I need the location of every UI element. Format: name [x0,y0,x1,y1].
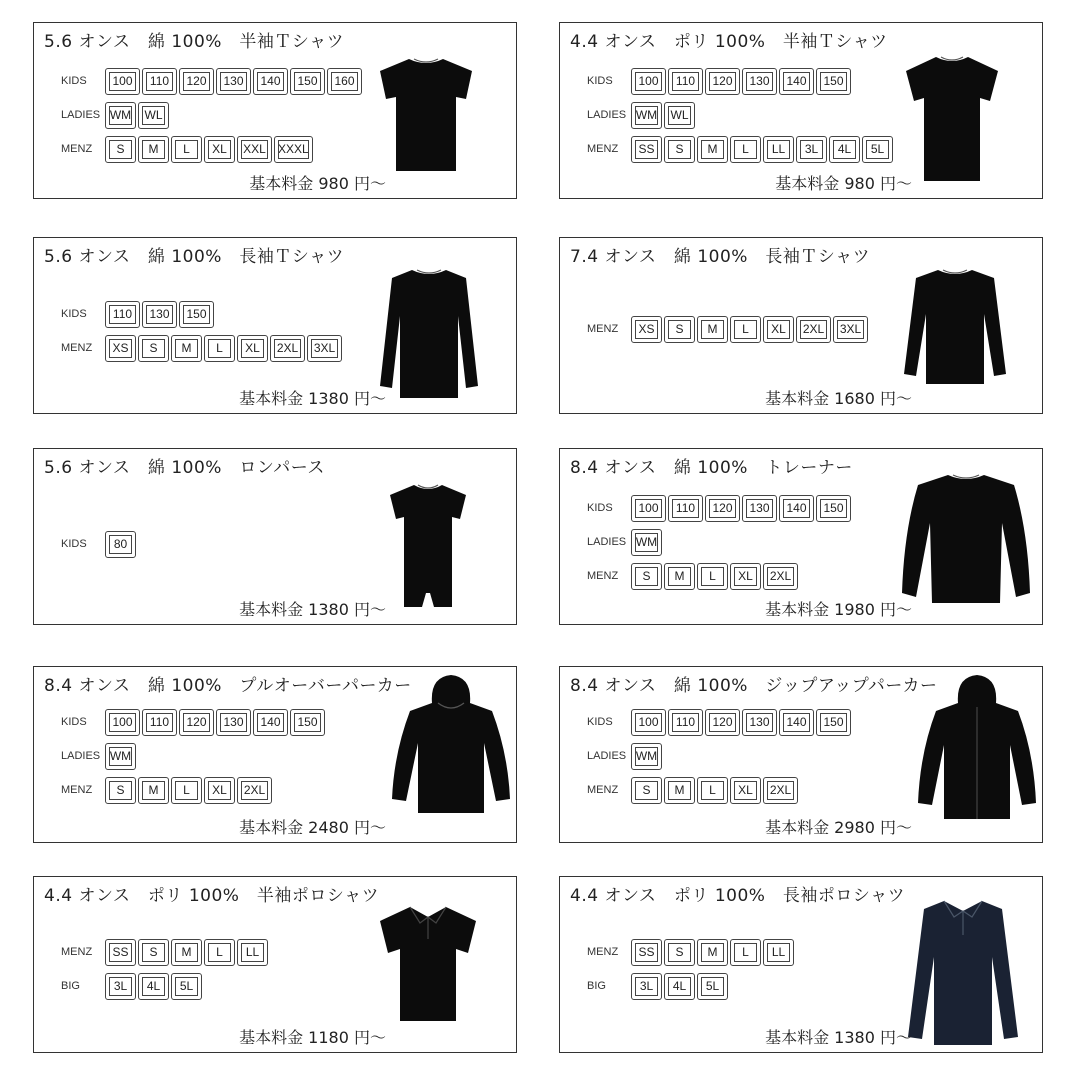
long-sleeve-tshirt-icon [374,266,484,400]
size-row-ladies [587,525,853,559]
base-price: 基本料金 980 円～ [249,174,386,193]
size-chip: S [105,777,136,804]
size-row-kids [61,64,364,98]
zip-hoodie-icon [912,673,1042,821]
size-category-label: LADIES [587,750,627,762]
size-chip: 130 [742,68,777,95]
size-category-label: MENZ [587,946,619,958]
size-chip: S [631,563,662,590]
size-chip: XL [730,563,761,590]
product-title: 8.4 オンス 綿 100% プルオーバーパーカー [44,676,412,696]
size-chip: XL [204,136,235,163]
size-chip: 100 [631,495,666,522]
size-chip: 130 [216,709,251,736]
size-row-menz [587,559,853,593]
size-row-kids [61,527,138,561]
romper-icon [386,481,470,609]
size-chip: 100 [631,68,666,95]
size-chip: SS [631,136,662,163]
size-category-label: MENZ [587,570,619,582]
size-row-big [61,969,270,1003]
size-category-label: MENZ [61,342,93,354]
short-sleeve-tshirt-icon [376,55,476,173]
size-row-kids [587,64,895,98]
size-chip: 4L [664,973,695,1000]
size-category-label: LADIES [61,750,101,762]
size-chip: L [697,777,728,804]
size-category-label: KIDS [587,75,613,87]
base-price: 基本料金 1380 円～ [239,389,386,408]
size-chip: 2XL [763,777,798,804]
product-title: 4.4 オンス ポリ 100% 長袖ポロシャツ [570,886,906,906]
size-chip: M [138,136,169,163]
size-category-label: BIG [587,980,606,992]
size-table [61,527,138,561]
size-chip: 100 [105,709,140,736]
size-row-menz [587,312,870,346]
product-card-sweatshirt [559,448,1043,625]
product-card-short-sleeve-polo [33,876,517,1053]
size-table [587,491,853,593]
size-chip: 5L [862,136,893,163]
size-row-ladies [587,739,853,773]
size-chip: 140 [253,68,288,95]
size-table [61,935,270,1003]
size-chip: S [631,777,662,804]
product-card-long-sleeve-polo [559,876,1043,1053]
size-chip: 130 [142,301,177,328]
sweatshirt-icon [896,471,1036,609]
size-chip: 160 [327,68,362,95]
size-chip: XL [237,335,268,362]
size-chip: M [697,136,728,163]
product-card-romper [33,448,517,625]
size-chip: WM [105,743,136,770]
size-chip: L [697,563,728,590]
size-row-menz [587,132,895,166]
size-chip: 110 [142,68,177,95]
size-chip: M [171,335,202,362]
size-chip: L [171,777,202,804]
size-chip: 150 [816,709,851,736]
size-row-kids [61,297,344,331]
product-title: 4.4 オンス ポリ 100% 半袖ポロシャツ [44,886,380,906]
size-row-ladies [61,98,364,132]
size-row-big [587,969,796,1003]
size-chip: 150 [179,301,214,328]
size-chip: LL [237,939,268,966]
size-category-label: BIG [61,980,80,992]
product-card-zip-hoodie [559,666,1043,843]
size-category-label: KIDS [61,716,87,728]
size-category-label: MENZ [61,784,93,796]
size-chip: 4L [829,136,860,163]
size-row-ladies [587,98,895,132]
size-chip: 130 [742,709,777,736]
size-chip: 140 [779,68,814,95]
size-chip: 120 [179,68,214,95]
product-title: 7.4 オンス 綿 100% 長袖Ｔシャツ [570,247,871,267]
size-row-kids [587,491,853,525]
size-chip: 120 [705,68,740,95]
size-chip: WL [138,102,169,129]
size-chip: 110 [668,709,703,736]
product-card-56oz-long-sleeve-tee [33,237,517,414]
size-chip: 110 [142,709,177,736]
size-chip: S [138,939,169,966]
size-chip: 150 [290,709,325,736]
size-chip: XXXL [274,136,313,163]
size-chip: M [171,939,202,966]
product-card-56oz-short-sleeve-tee [33,22,517,199]
size-chip: XL [204,777,235,804]
size-category-label: KIDS [61,75,87,87]
pullover-hoodie-icon [386,673,516,815]
size-chip: S [664,316,695,343]
size-chip: S [664,136,695,163]
size-chip: 3L [796,136,827,163]
product-title: 5.6 オンス 綿 100% 半袖Ｔシャツ [44,32,345,52]
size-chip: S [105,136,136,163]
size-row-kids [587,705,853,739]
product-title: 8.4 オンス 綿 100% トレーナー [570,458,853,478]
size-chip: 100 [631,709,666,736]
size-chip: XS [105,335,136,362]
size-table [61,64,364,166]
product-card-pullover-hoodie [33,666,517,843]
size-chip: 5L [171,973,202,1000]
short-sleeve-tshirt-icon [902,53,1002,183]
size-chip: 80 [105,531,136,558]
size-chip: SS [631,939,662,966]
size-chip: 110 [105,301,140,328]
size-table [587,312,870,346]
product-title: 5.6 オンス 綿 100% ロンパース [44,458,325,478]
size-chip: WM [631,743,662,770]
size-chip: 2XL [763,563,798,590]
size-chip: L [204,335,235,362]
size-chip: WM [631,529,662,556]
size-chip: 3L [105,973,136,1000]
short-sleeve-polo-icon [374,903,482,1023]
size-chip: 150 [290,68,325,95]
size-category-label: KIDS [61,538,87,550]
base-price: 基本料金 2480 円～ [239,818,386,837]
size-chip: 150 [816,495,851,522]
size-chip: LL [763,136,794,163]
size-chip: LL [763,939,794,966]
size-chip: 130 [742,495,777,522]
size-chip: L [204,939,235,966]
size-category-label: KIDS [61,308,87,320]
size-row-menz [61,773,327,807]
size-table [587,935,796,1003]
size-chip: XL [730,777,761,804]
size-chip: M [664,563,695,590]
size-category-label: MENZ [587,323,619,335]
size-chip: S [664,939,695,966]
size-category-label: LADIES [587,536,627,548]
size-category-label: MENZ [61,946,93,958]
size-chip: 2XL [796,316,831,343]
base-price: 基本料金 1680 円～ [765,389,912,408]
size-chip: M [697,316,728,343]
size-chip: XXL [237,136,272,163]
long-sleeve-polo-icon [904,897,1022,1047]
size-category-label: MENZ [61,143,93,155]
size-chip: M [697,939,728,966]
product-card-74oz-long-sleeve-tee [559,237,1043,414]
size-chip: L [730,316,761,343]
size-table [587,64,895,166]
size-chip: 3L [631,973,662,1000]
size-chip: WL [664,102,695,129]
size-chip: XL [763,316,794,343]
size-category-label: LADIES [587,109,627,121]
size-chip: 110 [668,495,703,522]
product-card-44oz-poly-short-sleeve-tee [559,22,1043,199]
size-row-menz [61,935,270,969]
size-chip: 130 [216,68,251,95]
size-row-kids [61,705,327,739]
size-chip: 2XL [270,335,305,362]
size-row-menz [61,132,364,166]
size-category-label: LADIES [61,109,101,121]
base-price: 基本料金 1380 円～ [765,1028,912,1047]
size-row-menz [587,935,796,969]
size-row-menz [61,331,344,365]
size-chip: 100 [105,68,140,95]
product-title: 4.4 オンス ポリ 100% 半袖Ｔシャツ [570,32,888,52]
size-chip: L [171,136,202,163]
size-chip: 120 [705,709,740,736]
size-chip: M [664,777,695,804]
size-chip: 140 [779,709,814,736]
size-chip: 140 [779,495,814,522]
size-chip: 3XL [307,335,342,362]
product-title: 5.6 オンス 綿 100% 長袖Ｔシャツ [44,247,345,267]
size-category-label: MENZ [587,143,619,155]
base-price: 基本料金 1980 円～ [765,600,912,619]
base-price: 基本料金 2980 円～ [765,818,912,837]
size-row-ladies [61,739,327,773]
size-category-label: MENZ [587,784,619,796]
size-row-menz [587,773,853,807]
size-chip: S [138,335,169,362]
base-price: 基本料金 980 円～ [775,174,912,193]
size-category-label: KIDS [587,502,613,514]
size-category-label: KIDS [587,716,613,728]
size-chip: 110 [668,68,703,95]
size-chip: 140 [253,709,288,736]
size-table [587,705,853,807]
size-chip: L [730,939,761,966]
size-chip: 120 [179,709,214,736]
size-chip: WM [105,102,136,129]
size-chip: XS [631,316,662,343]
base-price: 基本料金 1380 円～ [239,600,386,619]
size-table [61,297,344,365]
size-chip: 150 [816,68,851,95]
size-chip: 120 [705,495,740,522]
base-price: 基本料金 1180 円～ [239,1028,386,1047]
size-chip: 3XL [833,316,868,343]
size-chip: WM [631,102,662,129]
size-chip: L [730,136,761,163]
size-chip: 5L [697,973,728,1000]
size-chip: 4L [138,973,169,1000]
size-table [61,705,327,807]
long-sleeve-tshirt-icon [900,266,1010,386]
size-chip: M [138,777,169,804]
size-chip: 2XL [237,777,272,804]
size-chip: SS [105,939,136,966]
product-title: 8.4 オンス 綿 100% ジップアップパーカー [570,676,938,696]
